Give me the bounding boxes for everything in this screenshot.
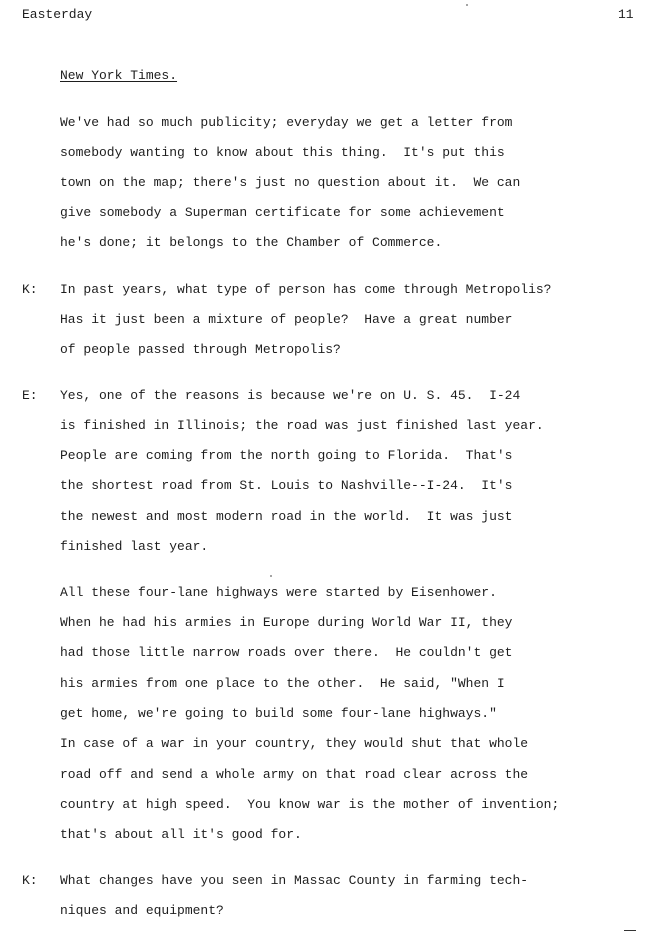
- text-line: of people passed through Metropolis?: [60, 342, 341, 357]
- text-line: When he had his armies in Europe during World War II, they: [60, 615, 513, 630]
- text-line: the newest and most modern road in the world. It was just: [60, 509, 513, 524]
- speaker-label: K:: [22, 873, 38, 888]
- text-line: is finished in Illinois; the road was just finished last year.: [60, 418, 544, 433]
- text-line: finished last year.: [60, 539, 209, 554]
- page-number: 11: [618, 7, 634, 22]
- text-line: had those little narrow roads over there. He couldn't get: [60, 645, 513, 660]
- text-line: his armies from one place to the other. He said, "When I: [60, 676, 505, 691]
- text-line: town on the map; there's just no question about it. We can: [60, 175, 521, 190]
- text-line: We've had so much publicity; everyday we get a letter from: [60, 115, 513, 130]
- scan-speck: [270, 575, 272, 577]
- text-line: What changes have you seen in Massac County in farming tech-: [60, 873, 529, 888]
- speaker-label: K:: [22, 282, 38, 297]
- speaker-label: E:: [22, 388, 38, 403]
- text-line: somebody wanting to know about this thing. It's put this: [60, 145, 505, 160]
- text-line: he's done; it belongs to the Chamber of Commerce.: [60, 235, 443, 250]
- text-line: In past years, what type of person has come through Metropolis?: [60, 282, 552, 297]
- header-author: Easterday: [22, 7, 93, 22]
- text-line: give somebody a Superman certificate for some achievement: [60, 205, 505, 220]
- text-line: All these four-lane highways were started by Eisenhower.: [60, 585, 497, 600]
- text-line: the shortest road from St. Louis to Nashville--I-24. It's: [60, 478, 513, 493]
- publication-title: New York Times.: [60, 68, 178, 83]
- text-line: Yes, one of the reasons is because we're on U. S. 45. I-24: [60, 388, 521, 403]
- text-line: People are coming from the north going to Florida. That's: [60, 448, 513, 463]
- text-line: niques and equipment?: [60, 903, 224, 918]
- text-line: country at high speed. You know war is the mother of invention;: [60, 797, 560, 812]
- scan-mark: [624, 930, 636, 931]
- text-line: get home, we're going to build some four-lane highways.": [60, 706, 497, 721]
- text-line: that's about all it's good for.: [60, 827, 302, 842]
- text-line: road off and send a whole army on that road clear across the: [60, 767, 529, 782]
- text-line: Has it just been a mixture of people? Have a great number: [60, 312, 513, 327]
- scan-speck: [466, 4, 468, 6]
- text-line: In case of a war in your country, they would shut that whole: [60, 736, 529, 751]
